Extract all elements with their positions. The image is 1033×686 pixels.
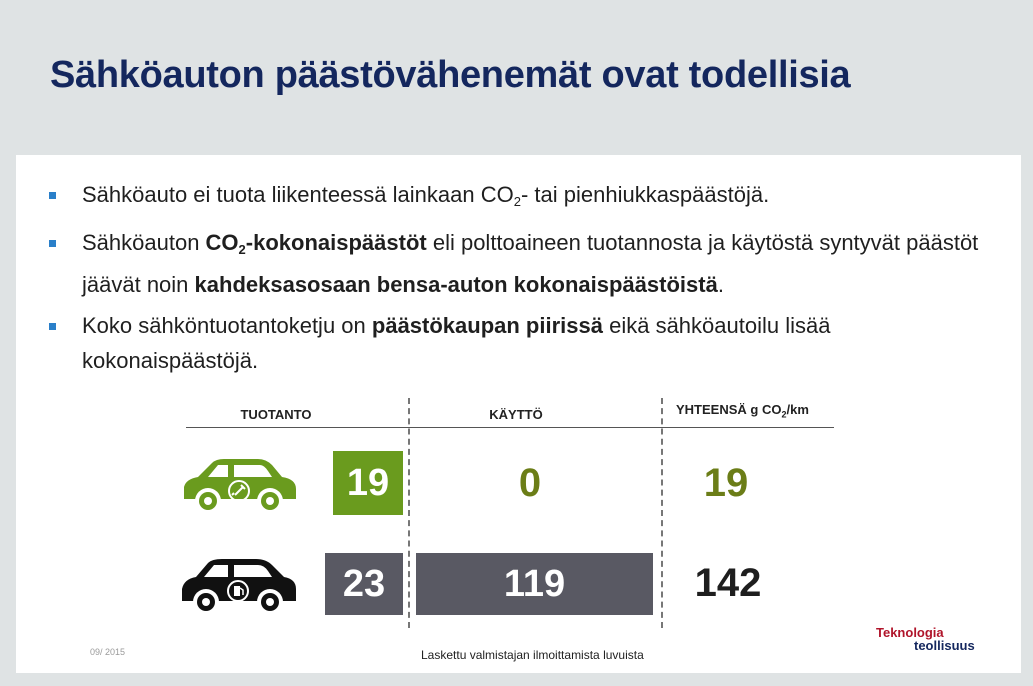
bullet-item <box>46 177 1006 219</box>
header-total <box>676 402 846 420</box>
footer-date: 09/ 2015 <box>90 647 126 657</box>
bullet-text: CO <box>205 230 239 255</box>
bullet-text: päästökaupan piirissä <box>371 313 603 338</box>
slide-title: Sähköauton päästövähenemät ovat todellisia <box>50 54 851 96</box>
bullet-text: 2 <box>513 194 521 209</box>
title-bar <box>0 0 1033 152</box>
petrol-use-value: 119 <box>416 553 653 615</box>
petrol-production-value: 23 <box>325 553 403 615</box>
bullet-text: Sähköauto ei tuota liikenteessä lainkaan CO <box>82 182 514 207</box>
header-use: KÄYTTÖ <box>489 407 543 422</box>
bullet-text: -kokonaispäästöt <box>245 230 427 255</box>
logo-line-1: Teknologia <box>876 625 944 640</box>
column-divider-1 <box>408 398 410 628</box>
bullet-text: 2 <box>238 242 246 257</box>
teknologiateollisuus-logo <box>876 626 975 652</box>
bullet-text: kahdeksasosaan bensa-auton kokonaispäästöistä <box>194 272 718 297</box>
footer-note: Laskettu valmistajan ilmoittamista luvuista <box>421 648 644 662</box>
electric-use-value: 0 <box>518 461 542 505</box>
header-production: TUOTANTO <box>240 407 312 422</box>
bullet-text: Koko sähköntuotantoketju on <box>82 313 372 338</box>
bullet-item <box>46 308 1006 378</box>
bullet-text: eikä sähköautoilu lisää kokonaispäästöjä. <box>82 313 831 373</box>
header-divider <box>186 427 834 428</box>
petrol-total-value: 142 <box>694 561 762 605</box>
electric-total-value: 19 <box>703 461 749 505</box>
electric-production-value: 19 <box>333 451 403 515</box>
content-panel <box>16 155 1021 673</box>
bullet-text: - tai pienhiukkaspäästöjä. <box>520 182 770 207</box>
header-total-suffix: /km <box>786 402 809 417</box>
logo-line-2: teollisuus <box>914 638 975 653</box>
petrol-car-icon <box>178 557 300 617</box>
column-divider-2 <box>661 398 663 628</box>
header-total-prefix: YHTEENSÄ g CO <box>676 402 782 417</box>
bullet-text: eli polttoaineen tuotannosta ja käytöstä syntyvät päästöt jäävät noin <box>82 230 979 297</box>
bullet-text: . <box>717 272 724 297</box>
bullet-list <box>46 177 1006 384</box>
bullet-text: Sähköauton <box>82 230 206 255</box>
bullet-item <box>46 225 1006 302</box>
electric-car-icon <box>178 455 300 517</box>
header-total-sub: 2 <box>781 409 787 420</box>
